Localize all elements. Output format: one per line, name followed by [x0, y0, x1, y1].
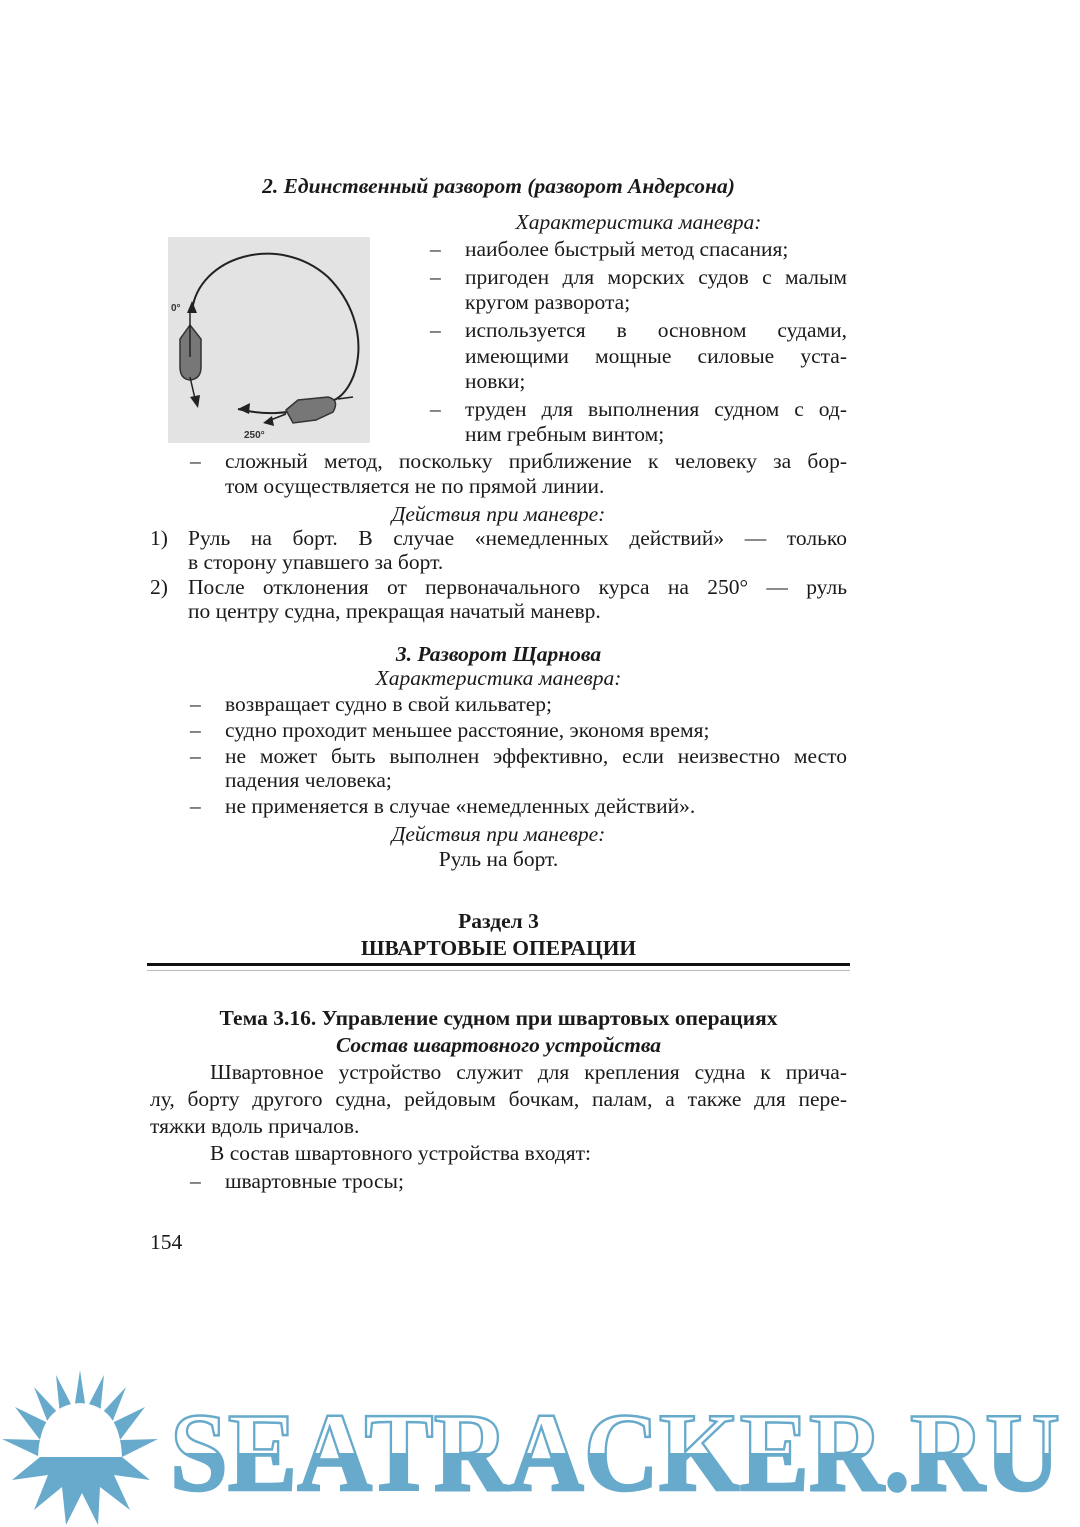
list-item-cont: падения человека;	[225, 768, 392, 792]
list-item: не может быть выполнен эффективно, если неизвестно место	[225, 744, 847, 768]
divider	[147, 963, 850, 966]
paragraph-line: тяжки вдоль причалов.	[150, 1114, 360, 1138]
page-number: 154	[150, 1230, 183, 1254]
list-item: не применяется в случае «немедленных действий».	[225, 794, 696, 818]
ship-end-icon	[286, 397, 336, 423]
list-item-cont: ним гребным винтом;	[465, 422, 665, 446]
action-number: 1)	[150, 526, 168, 550]
actions-heading: Действия при маневре:	[391, 502, 606, 526]
watermark-text: SEATRACKER.RU	[170, 1391, 1060, 1515]
list-item: швартовные тросы;	[225, 1169, 404, 1193]
seatracker-watermark	[0, 1365, 1080, 1527]
action-item-cont: в сторону упавшего за борт.	[188, 550, 444, 574]
list-dash: –	[430, 237, 441, 261]
list-item-cont: новки;	[465, 369, 526, 393]
list-item-cont: кругом разворота;	[465, 290, 631, 314]
actions-heading: Действия при маневре:	[391, 822, 606, 846]
list-item: используется в основном судами,	[465, 318, 847, 342]
list-item: возвращает судно в свой кильватер;	[225, 692, 553, 716]
list-dash: –	[430, 318, 441, 342]
action-number: 2)	[150, 575, 168, 599]
list-item-cont: имеющими мощные силовые уста-	[465, 344, 847, 368]
list-dash: –	[190, 1169, 201, 1193]
list-dash: –	[430, 397, 441, 421]
list-dash: –	[430, 265, 441, 289]
list-dash: –	[190, 718, 201, 742]
action-item: Руль на борт. В случае «немедленных действий» — только	[188, 526, 847, 550]
characteristics-heading: Характеристика маневра:	[515, 210, 762, 234]
action-item-cont: по центру судна, прекращая начатый маневр.	[188, 599, 601, 623]
sun-logo-icon	[2, 1370, 158, 1525]
list-item: пригоден для морских судов с малым	[465, 265, 847, 289]
list-dash: –	[190, 449, 201, 473]
paragraph-line: В состав швартовного устройства входят:	[210, 1141, 592, 1165]
anderson-turn-diagram	[168, 237, 370, 443]
part-title: ШВАРТОВЫЕ ОПЕРАЦИИ	[360, 936, 637, 960]
label-0-degrees: 0°	[171, 303, 181, 314]
list-dash: –	[190, 794, 201, 818]
characteristics-heading: Характеристика маневра:	[375, 666, 622, 690]
paragraph-line: Швартовное устройство служит для крепления судна к прича-	[210, 1060, 847, 1084]
list-item: судно проходит меньшее расстояние, экономя время;	[225, 718, 710, 742]
paragraph-line: лу, борту другого судна, рейдовым бочкам, палам, а также для пере-	[150, 1087, 847, 1111]
action-text: Руль на борт.	[438, 847, 559, 871]
section-title: 2. Единственный разворот (разворот Андерсона)	[262, 174, 735, 198]
topic-subtitle: Состав швартовного устройства	[335, 1033, 662, 1057]
part-label: Раздел 3	[458, 909, 539, 933]
label-250-degrees: 250°	[244, 430, 265, 441]
topic-title: Тема 3.16. Управление судном при швартовых операциях	[219, 1006, 778, 1030]
start-arrow-icon	[187, 301, 197, 313]
list-dash: –	[190, 692, 201, 716]
section-title: 3. Разворот Щарнова	[395, 642, 602, 666]
list-item-cont: том осуществляется не по прямой линии.	[225, 474, 605, 498]
list-dash: –	[190, 744, 201, 768]
divider	[147, 970, 850, 971]
list-item: наиболее быстрый метод спасания;	[465, 237, 789, 261]
action-item: После отклонения от первоначального курса на 250° — руль	[188, 575, 847, 599]
list-item: сложный метод, поскольку приближение к человеку за бор-	[225, 449, 847, 473]
list-item: труден для выполнения судном с од-	[465, 397, 847, 421]
